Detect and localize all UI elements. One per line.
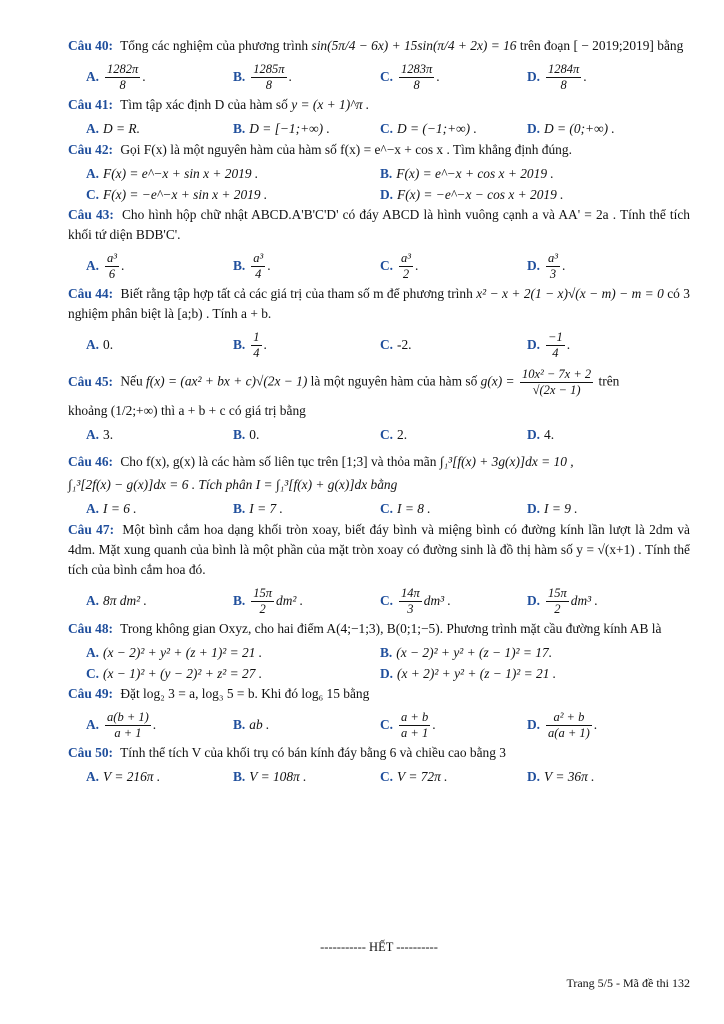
option-d[interactable]: D. $\frac{1284\pi}{8}$ . bbox=[527, 62, 587, 93]
question-48: Câu 48: Trong không gian Oxyz, cho hai điểm A(4;−1;3), B(0;1;−5). Phương trình mặt cầu đường kính AB là bbox=[68, 621, 662, 636]
interval: [ − 2019;2019] bbox=[573, 38, 654, 53]
option-d[interactable]: D. D = (0;+∞) . bbox=[527, 121, 615, 136]
option-d[interactable]: D. $\frac{-1}{4}$ . bbox=[527, 330, 571, 361]
option-b[interactable]: B. $\frac{\text{a³}}{4}$ . bbox=[233, 251, 271, 282]
question-label: Câu 44: bbox=[68, 286, 114, 301]
option-c[interactable]: C. V = 72π . bbox=[380, 769, 448, 784]
question-label: Câu 45: bbox=[68, 373, 114, 389]
exam-page: Câu 40: Tổng các nghiệm của phương trình sin(5π/4 − 6x) + 15sin(π/4 + 2x) = 16 trên đoạn [ − 2019;2019] bằng A. $\frac{1282\pi}{8}$ . B. $\frac{1285\pi}{8}$ . C. $\frac{1283\pi}{8}$ . D. $\frac{1284\pi}{8}$ . Câu 41: Tìm tập xác định D của hàm số y = (x + 1)^π . A. D = R. B. D = [−1;+∞) . C. D = (−1;+∞) . D. D = (0;+∞) . Câu 42: Gọi F(x) là một nguyên hàm của hàm số f(x) = e^−x + cos x . Tìm khẳng định đúng. A. F(x) = e^−x + sin x + 2019 . B. F(x) = e^−x + cos x + 2019 . C. F(x) = −e^−x + sin x + 2019 . D. F(x) = −e^−x − cos x + 2019 . Câu 43: Cho hình hộp chữ nhật ABCD.A'B'C'D' có đáy ABCD là hình vuông cạnh a và AA' = 2a . Tính thể tích khối tứ diện BDB'C'. A. $\frac{\text{a³}}{6}$ . B. $\frac{\text{a³}}{4}$ . C. $\frac{\text{a³}}{2}$ . D. $\frac{\text{a³}}{3}$ . Câu 44: Biết rằng tập hợp tất cả các giá trị của tham số m để phương trình x² − x + 2(1 − x)√(x − m) − m = 0 có 3 nghiệm phân biệt là [a;b) . Tính a + b. A. 0. B. $\frac{1}{4}$ . C. -2. D. $\frac{-1}{4}$ . Câu 45: Nếu f(x) = (ax² + bx + c)√(2x − 1) là một nguyên hàm của hàm số g(x) = $\frac{\text{10x² − 7x + 2}}{√(2x - 1)}$ trên khoảng (1/2;+∞) thì a + b + c có giá trị bằng A. 3. B. 0. C. 2. D. 4. Câu 46: Cho f(x), g(x) là các hàm số liên tục trên [1;3] và thỏa mãn ∫₁³[f(x) + 3g(x)]dx = 10 , ∫₁³[2f(x) − g(x)]dx = 6 . Tích phân I = ∫₁³[f(x) + g(x)]dx bằng A. I = 6 . B. I = 7 . C. I = 8 . D. I = 9 . Câu 47: Một bình cắm hoa dạng khối tròn xoay, biết đáy bình và miệng bình có đường kính lần lượt là 2dm và 4dm. Mặt xung quanh của bình là một phần của mặt tròn xoay có đường sinh là đồ thị hàm số y = √(x+1) . Tính thể tích của bình cắm hoa đó. A. 8π dm² . B. $\frac{15\pi}{2}$ dm² . C. $\frac{14\pi}{3}$ dm³ . D. $\frac{15\pi}{2}$ dm³ . Câu 48: Trong không gian Oxyz, cho hai điểm A(4;−1;3), B(0;1;−5). Phương trình mặt cầu đường kính AB là A. (x − 2)² + y² + (z + 1)² = 21 . B. (x − 2)² + y² + (z − 1)² = 17. C. (x − 1)² + (y − 2)² + z² = 27 . D. (x + 2)² + y² + (z − 1)² = 21 . Câu 49: Đặt log₂ 3 = a, log₃ 5 = b. Khi đó log₆ 15 bằng A. $\frac{a(b + 1)}{a + 1}$ . B. ab . C. $\frac{a + b}{a + 1}$ . D. $\frac{\text{a² + b}}{a(a + 1)}$ . Câu 50: Tính thể tích V của khối trụ có bán kính đáy bằng 6 và chiều cao bằng 3 A. V = 216π . B. V = 108π . C. V = 72π . D. V = 36π . ----------- HẾT ---------- bbox=[68, 38, 690, 954]
option-a[interactable]: A. I = 6 . bbox=[86, 501, 137, 516]
option-c[interactable]: C. $\frac{a + b}{a + 1}$ . bbox=[380, 710, 436, 741]
answer-options bbox=[86, 248, 690, 284]
option-d[interactable]: D. $\frac{\text{a² + b}}{a(a + 1)}$ . bbox=[527, 710, 598, 741]
question-41: Câu 41: Tìm tập xác định D của hàm số y = (x + 1)^π . bbox=[68, 97, 370, 112]
option-b[interactable]: B. $\frac{1285\pi}{8}$ . bbox=[233, 62, 292, 93]
option-d[interactable]: D. V = 36π . bbox=[527, 769, 595, 784]
option-b[interactable]: B. ab . bbox=[233, 717, 270, 732]
question-label: Câu 43: bbox=[68, 207, 114, 222]
option-c[interactable]: C. $\frac{14\pi}{3}$ dm³ . bbox=[380, 586, 451, 617]
option-c[interactable]: C. $\frac{1283\pi}{8}$ . bbox=[380, 62, 440, 93]
answer-options bbox=[86, 642, 690, 684]
answer-options bbox=[86, 59, 690, 95]
answer-options bbox=[86, 766, 690, 788]
end-mark: ----------- HẾT ---------- bbox=[320, 940, 438, 954]
option-a[interactable]: A. V = 216π . bbox=[86, 769, 161, 784]
option-a[interactable]: A. (x − 2)² + y² + (z + 1)² = 21 . bbox=[86, 645, 263, 660]
option-c[interactable]: C. (x − 1)² + (y − 2)² + z² = 27 . bbox=[86, 666, 263, 681]
option-a[interactable]: A. 3. bbox=[86, 427, 114, 442]
option-a[interactable]: A. D = R. bbox=[86, 121, 140, 136]
option-d[interactable]: D. I = 9 . bbox=[527, 501, 578, 516]
answer-options bbox=[86, 327, 690, 363]
question-40: Câu 40: Tổng các nghiệm của phương trình sin(5π/4 − 6x) + 15sin(π/4 + 2x) = 16 trên đoạn [ − 2019;2019] bằng bbox=[68, 38, 684, 53]
answer-options bbox=[86, 118, 690, 140]
option-b[interactable]: B. I = 7 . bbox=[233, 501, 283, 516]
option-d[interactable]: D. $\frac{15\pi}{2}$ dm³ . bbox=[527, 586, 598, 617]
option-b[interactable]: B. V = 108π . bbox=[233, 769, 307, 784]
answer-options bbox=[86, 163, 690, 205]
equation: x² − x + 2(1 − x)√(x − m) − m = 0 bbox=[476, 286, 664, 301]
answer-options bbox=[86, 707, 690, 743]
question-42: Câu 42: Gọi F(x) là một nguyên hàm của hàm số f(x) = e^−x + cos x . Tìm khẳng định đúng. bbox=[68, 142, 572, 157]
option-c[interactable]: C. D = (−1;+∞) . bbox=[380, 121, 477, 136]
equation: sin(5π/4 − 6x) + 15sin(π/4 + 2x) = 16 bbox=[311, 38, 517, 53]
option-b[interactable]: B. $\frac{1}{4}$ . bbox=[233, 330, 267, 361]
option-d[interactable]: D. $\frac{\text{a³}}{3}$ . bbox=[527, 251, 566, 282]
question-45: Câu 45: Nếu f(x) = (ax² + bx + c)√(2x − 1) là một nguyên hàm của hàm số g(x) = $\frac{\text{10x² − 7x + 2}}{√(2x - 1)}$ trên bbox=[68, 367, 620, 397]
option-d[interactable]: D. 4. bbox=[527, 427, 555, 442]
answer-options bbox=[86, 424, 690, 446]
question-label: Câu 49: bbox=[68, 686, 114, 701]
question-label: Câu 41: bbox=[68, 97, 114, 112]
option-d[interactable]: D. F(x) = −e^−x − cos x + 2019 . bbox=[380, 187, 564, 202]
question-44: Câu 44: Biết rằng tập hợp tất cả các giá trị của tham số m để phương trình x² − x + 2(1 − x)√(x − m) − m = 0 có 3 nghiệm phân biệt là [a;b) . Tính a + b. bbox=[68, 286, 690, 321]
option-c[interactable]: C. F(x) = −e^−x + sin x + 2019 . bbox=[86, 187, 268, 202]
question-label: Câu 40: bbox=[68, 38, 114, 53]
option-c[interactable]: C. 2. bbox=[380, 427, 408, 442]
question-label: Câu 42: bbox=[68, 142, 114, 157]
option-a[interactable]: A. 0. bbox=[86, 337, 114, 352]
option-c[interactable]: C. $\frac{\text{a³}}{2}$ . bbox=[380, 251, 419, 282]
page-footer: Trang 5/5 - Mã đề thi 132 bbox=[566, 976, 690, 990]
option-b[interactable]: B. D = [−1;+∞) . bbox=[233, 121, 330, 136]
option-b[interactable]: B. $\frac{15\pi}{2}$ dm² . bbox=[233, 586, 304, 617]
option-c[interactable]: C. -2. bbox=[380, 337, 412, 352]
option-a[interactable]: A. $\frac{a(b + 1)}{a + 1}$ . bbox=[86, 710, 157, 741]
answer-options bbox=[86, 583, 690, 619]
question-label: Câu 50: bbox=[68, 745, 114, 760]
question-label: Câu 48: bbox=[68, 621, 114, 636]
question-50: Câu 50: Tính thể tích V của khối trụ có bán kính đáy bằng 6 và chiều cao bằng 3 bbox=[68, 745, 506, 760]
answer-options bbox=[86, 498, 690, 520]
option-b[interactable]: B. F(x) = e^−x + cos x + 2019 . bbox=[380, 166, 554, 181]
option-a[interactable]: A. $\frac{1282\pi}{8}$ . bbox=[86, 62, 146, 93]
question-47: Câu 47: Một bình cắm hoa dạng khối tròn xoay, biết đáy bình và miệng bình có đường kính lần lượt là 2dm và 4dm. Mặt xung quanh của bình là một phần của mặt tròn xoay có đường sinh là đồ thị hàm số y = √(x+1) . Tính thể tích của bình cắm hoa đó. bbox=[68, 522, 690, 577]
question-49: Câu 49: Đặt log₂ 3 = a, log₃ 5 = b. Khi đó log₆ 15 bằng bbox=[68, 686, 370, 701]
option-d[interactable]: D. (x + 2)² + y² + (z − 1)² = 21 . bbox=[380, 666, 557, 681]
option-a[interactable]: A. $\frac{\text{a³}}{6}$ . bbox=[86, 251, 125, 282]
option-b[interactable]: B. (x − 2)² + y² + (z − 1)² = 17. bbox=[380, 645, 553, 660]
question-label: Câu 46: bbox=[68, 454, 114, 469]
question-46: Câu 46: Cho f(x), g(x) là các hàm số liên tục trên [1;3] và thỏa mãn ∫₁³[f(x) + 3g(x)]dx = 10 , bbox=[68, 454, 574, 469]
option-a[interactable]: A. F(x) = e^−x + sin x + 2019 . bbox=[86, 166, 259, 181]
option-b[interactable]: B. 0. bbox=[233, 427, 260, 442]
question-43: Câu 43: Cho hình hộp chữ nhật ABCD.A'B'C'D' có đáy ABCD là hình vuông cạnh a và AA' = 2a . Tính thể tích khối tứ diện BDB'C'. bbox=[68, 207, 690, 242]
question-label: Câu 47: bbox=[68, 522, 115, 537]
option-c[interactable]: C. I = 8 . bbox=[380, 501, 431, 516]
option-a[interactable]: A. 8π dm² . bbox=[86, 593, 147, 608]
